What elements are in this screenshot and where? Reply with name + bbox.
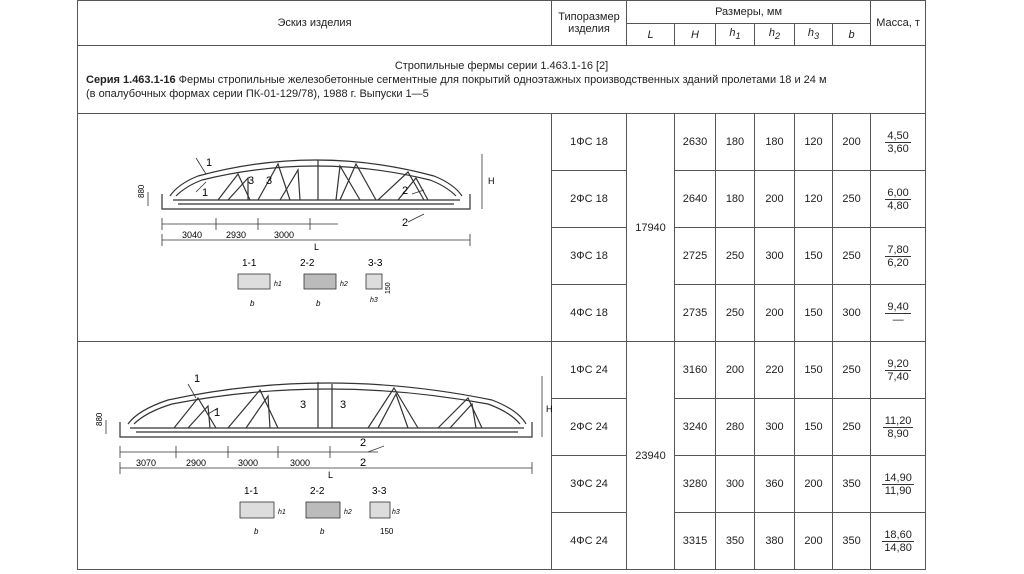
- truss-24-H: H: [546, 404, 552, 414]
- row-1fs24-h2: 220: [755, 342, 795, 399]
- row-1fs24-b: 250: [833, 342, 871, 399]
- section-24-1-h: h1: [278, 509, 286, 516]
- row-2fs24-H: 3240: [675, 399, 716, 456]
- header-col-L: L: [627, 24, 675, 46]
- row-2fs18-b: 250: [833, 171, 871, 228]
- header-dimensions: Размеры, мм: [627, 1, 871, 24]
- section-18-2-shape: [304, 274, 336, 289]
- truss-24-drawing: [78, 342, 552, 566]
- section-24-1-shape: [240, 502, 274, 518]
- header-col-b: b: [833, 24, 871, 46]
- row-4fs24-b: 350: [833, 513, 871, 570]
- row-1fs24-h1: 200: [716, 342, 755, 399]
- row-3fs24-name: 3ФС 24: [552, 456, 627, 513]
- row-2fs24-mass: $\frac{11,20}{8,90}$: [871, 399, 926, 456]
- row-3fs18-b: 250: [833, 228, 871, 285]
- truss-18-mark-1a: 1: [206, 157, 213, 169]
- row-2fs18-name: 2ФС 18: [552, 171, 627, 228]
- series-description-2: (в опалубочных формах серии ПК-01-129/78), 1988 г. Выпуски 1—5: [86, 87, 429, 100]
- section-18-1-h: h1: [274, 281, 282, 288]
- truss-18-mark-3b: 3: [266, 175, 273, 187]
- truss-24-mark-3b: 3: [340, 399, 347, 411]
- section-24-3-h: h3: [392, 509, 400, 516]
- row-4fs24-h1: 350: [716, 513, 755, 570]
- series-code: Серия 1.463.1-16: [86, 73, 176, 86]
- truss-24-sketch: [78, 342, 552, 570]
- truss-24-mark-1b: 1: [214, 407, 221, 419]
- header-col-h1: $h_1$: [716, 24, 755, 46]
- truss-18-drawing: [78, 114, 552, 338]
- row-2fs24-h3: 150: [795, 399, 833, 456]
- row-1fs18-h3: 120: [795, 114, 833, 171]
- row-1fs18-h1: 180: [716, 114, 755, 171]
- row-2fs24-b: 250: [833, 399, 871, 456]
- row-4fs18-b: 300: [833, 285, 871, 342]
- row-3fs24-mass: $\frac{14,90}{11,90}$: [871, 456, 926, 513]
- truss-18-mark-2a: 2: [402, 185, 409, 197]
- row-3fs18-mass: $\frac{7,80}{6,20}$: [871, 228, 926, 285]
- row-4fs18-h3: 150: [795, 285, 833, 342]
- section-24-1-label: 1-1: [244, 486, 259, 497]
- section-18-1-shape: [238, 274, 270, 289]
- truss-18-mark-2b: 2: [402, 217, 409, 229]
- row-4fs24-h2: 380: [755, 513, 795, 570]
- section-24-3-width: 150: [380, 527, 394, 536]
- section-24-3-shape: [370, 502, 390, 518]
- row-4fs18-h1: 250: [716, 285, 755, 342]
- row-4fs24-H: 3315: [675, 513, 716, 570]
- row-1fs24-name: 1ФС 24: [552, 342, 627, 399]
- row-3fs24-h2: 360: [755, 456, 795, 513]
- row-2fs18-mass: $\frac{6,00}{4,80}$: [871, 171, 926, 228]
- row-2fs18-H: 2640: [675, 171, 716, 228]
- row-1fs18-b: 200: [833, 114, 871, 171]
- row-1fs24-h3: 150: [795, 342, 833, 399]
- row-3fs24-h3: 200: [795, 456, 833, 513]
- row-4fs18-name: 4ФС 18: [552, 285, 627, 342]
- section-18-1-label: 1-1: [242, 258, 257, 269]
- row-4fs18-H: 2735: [675, 285, 716, 342]
- row-2fs18-h2: 200: [755, 171, 795, 228]
- truss-24-dim-1: 3070: [136, 458, 157, 468]
- row-3fs18-name: 3ФС 18: [552, 228, 627, 285]
- truss-18-height: 880: [137, 184, 146, 198]
- section-18-2-h: h2: [340, 281, 348, 288]
- row-3fs18-H: 2725: [675, 228, 716, 285]
- row-4fs18-mass: 9,40 —: [871, 285, 926, 342]
- row-1fs18-mass: $\frac{4,50}{3,60}$: [871, 114, 926, 171]
- row-2fs18-h1: 180: [716, 171, 755, 228]
- truss-18-span: L: [314, 242, 320, 252]
- truss-24-dim-2: 2900: [186, 458, 207, 468]
- row-4fs18-h2: 200: [755, 285, 795, 342]
- section-18-3-width: 150: [385, 282, 392, 294]
- truss-18-sketch: [78, 114, 552, 342]
- series-info: [78, 46, 926, 114]
- row-3fs18-h1: 250: [716, 228, 755, 285]
- truss-24-span: L: [328, 470, 334, 480]
- row-1fs24-H: 3160: [675, 342, 716, 399]
- header-sketch: Эскиз изделия: [78, 1, 552, 46]
- group24-L: 23940: [627, 342, 675, 570]
- section-18-2-b: b: [316, 299, 321, 308]
- row-4fs24-mass: $\frac{18,60}{14,80}$: [871, 513, 926, 570]
- truss-24-mark-1a: 1: [194, 373, 201, 385]
- header-col-h2: $h_2$: [755, 24, 795, 46]
- row-1fs18-H: 2630: [675, 114, 716, 171]
- truss-18-dim-2: 2930: [226, 230, 247, 240]
- section-24-2-shape: [306, 502, 340, 518]
- group18-L: 17940: [627, 114, 675, 342]
- header-col-H: H: [675, 24, 716, 46]
- header-col-h3: $h_3$: [795, 24, 833, 46]
- row-3fs24-h1: 300: [716, 456, 755, 513]
- truss-table: [77, 0, 926, 570]
- row-1fs24-mass: $\frac{9,20}{7,40}$: [871, 342, 926, 399]
- truss-24-dim-3: 3000: [238, 458, 259, 468]
- row-3fs24-H: 3280: [675, 456, 716, 513]
- truss-18-H: H: [488, 176, 495, 186]
- series-description: Серия 1.463.1-16 Фермы стропильные железобетонные сегментные для покрытий одноэтажных производственных зданий пролетами 18 и 24 м: [86, 73, 827, 86]
- row-2fs24-h1: 280: [716, 399, 755, 456]
- header-type-size: Типоразмер изделия: [552, 1, 627, 46]
- truss-24-height: 880: [95, 412, 104, 426]
- section-18-2-label: 2-2: [300, 258, 315, 269]
- truss-18-mark-3a: 3: [248, 175, 255, 187]
- truss-24-mark-2a: 2: [360, 437, 367, 449]
- row-3fs18-h2: 300: [755, 228, 795, 285]
- truss-18-dim-1: 3040: [182, 230, 203, 240]
- row-3fs24-b: 350: [833, 456, 871, 513]
- row-2fs18-h3: 120: [795, 171, 833, 228]
- section-24-2-b: b: [320, 527, 325, 536]
- section-24-3-label: 3-3: [372, 486, 387, 497]
- truss-18-dim-3: 3000: [274, 230, 295, 240]
- truss-24-mark-2b: 2: [360, 457, 367, 469]
- truss-24-mark-3a: 3: [300, 399, 307, 411]
- section-24-2-label: 2-2: [310, 486, 325, 497]
- section-18-3-label: 3-3: [368, 258, 383, 269]
- row-3fs18-h3: 150: [795, 228, 833, 285]
- section-18-1-b: b: [250, 299, 255, 308]
- section-18-3-h: h3: [370, 297, 378, 304]
- series-title: Стропильные фермы серии 1.463.1-16 [2]: [394, 59, 609, 72]
- row-1fs18-name: 1ФС 18: [552, 114, 627, 171]
- row-2fs24-name: 2ФС 24: [552, 399, 627, 456]
- row-2fs24-h2: 300: [755, 399, 795, 456]
- truss-18-mark-1b: 1: [202, 187, 209, 199]
- row-4fs24-name: 4ФС 24: [552, 513, 627, 570]
- section-24-2-h: h2: [344, 509, 352, 516]
- header-mass: Масса, т: [871, 1, 926, 46]
- row-4fs24-h3: 200: [795, 513, 833, 570]
- row-1fs18-h2: 180: [755, 114, 795, 171]
- section-18-3-shape: [366, 274, 382, 289]
- catalog-sheet: [77, 0, 925, 574]
- truss-24-dim-4: 3000: [290, 458, 311, 468]
- section-24-1-b: b: [254, 527, 259, 536]
